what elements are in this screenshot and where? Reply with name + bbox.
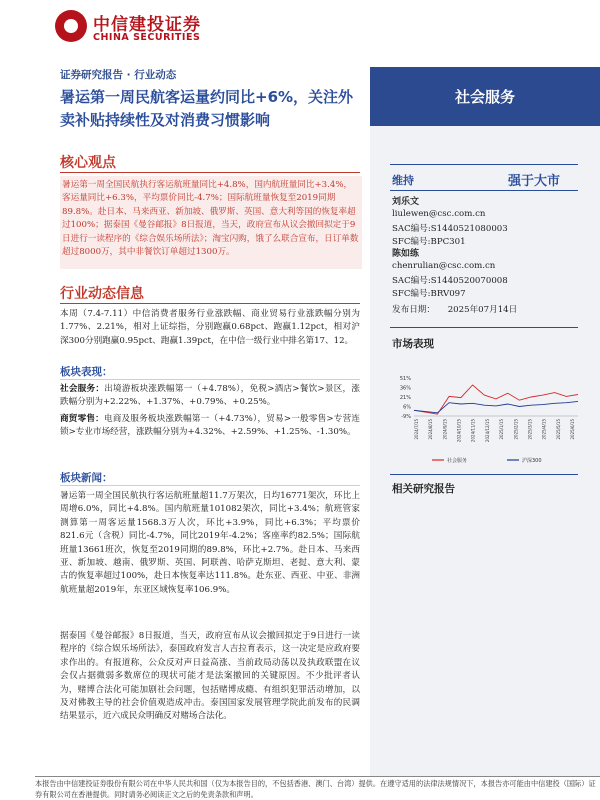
analyst-name: 刘乐文 [392,197,420,207]
series-line [414,401,578,412]
report-type: 证券研究报告 · 行业动态 [60,69,177,81]
publish-date [392,303,517,315]
market-performance-heading: 市场表现 [392,338,434,350]
industry-heading: 行业动态信息 [60,286,144,302]
publish-date-label: 发布日期： [392,305,435,315]
analyst-sac: SAC编号:S1440520070008 [392,276,508,286]
rating-value: 强于大市 [508,174,561,189]
analyst-email[interactable]: liulewen@csc.com.cn [392,209,486,219]
heading-rule [60,303,360,304]
x-tick-label: 2024/10/15 [456,419,462,443]
market-performance-chart [392,370,582,470]
board-performance-heading: 板块表现： [60,366,113,378]
x-tick-label: 2025/1/15 [499,419,505,440]
sidebar-divider [390,474,578,475]
y-tick-label: -9% [401,414,411,420]
social-service-label: 社会服务： [60,384,105,394]
core-view-heading: 核心观点 [60,155,116,171]
logo-english-name: CHINA SECURITIES [93,32,201,43]
y-tick-label: 36% [399,385,411,392]
heading-rule [60,172,360,173]
x-tick-label: 2024/11/15 [470,419,476,443]
legend-label: 社会服务 [447,458,468,464]
retail-text: 电商及服务板块涨跌幅第一（+4.73%），贸易>一般零售>专营连锁>专业市场经营，涨跌幅分别为+4.32%、+2.59%、+1.25%、-1.30%。 [60,414,360,438]
x-tick-label: 2025/3/15 [527,419,533,440]
news-paragraph: 据泰国《曼谷邮报》8日报道，当天，政府宣布从议会撤回拟定于9日进行一读程序的《综合娱乐场所法》，泰国政府发言人吉拉育表示，这一决定是应政府要求作出的。有报道称，公众反对声日益高涨、当前政局动荡以及执政联盟在议会仅占据微弱多数席位的现状可能才是法案撤回的关键原因。不少批评者认为，赌博合法化可能加剧社会问题，包括赌博成瘾、有组织犯罪活动增加，以及对佛教主导的社会价值观造成冲击。泰国国家发展管理学院此前发布的民调结果显示，近六成民众明确反对赌场合法化。 [60,631,360,722]
y-tick-label: 51% [399,376,411,382]
analyst-sfc: SFC编号:BRV097 [392,289,466,299]
industry-text: 本周（7.4-7.11）中信消费者服务行业涨跌幅、商业贸易行业涨跌幅分别为1.77%、2.21%，相对上证综指，分别跑赢0.68pct、跑赢1.12pct，相对沪深300分别跑赢0.95pct、跑赢1.39pct，在中信一级行业中排名第17、12。 [60,309,360,346]
x-tick-label: 2024/9/15 [442,419,448,440]
analyst-sac: SAC编号:S1440521080003 [392,224,508,234]
social-service-text: 出境游板块涨跌幅第一（+4.78%），免税>酒店>餐饮>景区，涨跌幅分别为+2.22%、+1.37%、+0.79%、+0.25%。 [60,384,360,408]
logo-mark-icon [55,10,87,42]
social-service-paragraph [60,383,360,410]
y-tick-label: 21% [399,395,411,401]
subheading-rule [60,379,360,380]
core-view-text: 暑运第一周全国民航执行客运航班量同比+4.8%，国内航班量同比+3.4%，客运量同比+6.3%，平均票价同比-4.7%；国际航班量恢复至2019同期89.8%。赴日本、马来西亚、新加坡、俄罗斯、英国、意大利等国的恢复率超过100%；据泰国《曼谷邮报》8日报道，当天，政府宣布从议会撤回拟定于9日进行一读程序的《综合娱乐场所法》；淘宝闪购，饿了么联合宣布，日订单数超过8000万，其中非餐饮订单超过1300万。 [62,180,359,258]
board-news-heading: 板块新闻： [60,472,113,484]
sidebar-divider [390,190,578,191]
x-tick-label: 2025/6/15 [570,419,575,440]
report-title: 暑运第一周民航客运量约同比+6%，关注外卖补贴持续性及对消费习惯影响 [60,88,354,129]
related-reports-heading: 相关研究报告 [392,483,455,495]
retail-label: 商贸零售： [60,414,104,424]
rating-label: 维持 [392,174,414,187]
disclaimer-footer: 本报告由中信建投证券股份有限公司在中华人民共和国（仅为本报告目的，不包括香港、澳门、台湾）提供。在遵守适用的法律法规情况下，本报告亦可能由中信建投（国际）证券有限公司在香港提供。同时请务必阅读正文之后的免责条款和声明。 [35,779,596,799]
analyst-name: 陈如练 [392,249,420,259]
x-tick-label: 2024/7/15 [414,419,419,440]
x-tick-label: 2024/12/15 [484,419,490,443]
analyst-sfc: SFC编号:BPC301 [392,237,466,247]
sidebar-divider [390,164,578,165]
company-logo [55,10,215,46]
logo-chinese-name: 中信建投证券 [93,15,201,35]
x-tick-label: 2025/4/15 [541,419,547,440]
sector-label: 社会服务 [370,67,600,126]
legend-label: 沪深300 [522,458,542,464]
x-tick-label: 2024/8/15 [428,419,434,440]
subheading-rule [60,485,360,486]
series-line [414,385,578,414]
y-tick-label: 6% [403,404,411,411]
analyst-email[interactable]: chenrulian@csc.com.cn [392,261,496,271]
footer-divider [35,776,600,777]
news-paragraph: 暑运第一周全国民航执行客运航班量超11.7万架次，日均16771架次，环比上周增6.0%，同比+4.8%。国内航班量101082架次，同比+3.4%；航班管家测算第一周客运量1568.3万人次，环比+3.9%，同比+6.3%；平均票价821.6元（含税）同比-4.7%，同比2019年-4.2%；客座率约82.5%；国际航班量13661班次，恢复至2019同期的89.8%，环比+2.7%。赴日本、马来西亚、新加坡、越南、俄罗斯、英国、阿联酋、哈萨克斯坦、老挝、意大利、蒙古的恢复率超过100%，赴日本恢复率达111.8%。赴东亚、西亚、中亚、非洲航班量超2019年，东亚区域恢复率106.9%。 [60,491,360,595]
x-tick-label: 2025/5/15 [555,419,561,440]
publish-date-value: 2025年07月14日 [447,305,518,315]
retail-paragraph [60,413,360,440]
x-tick-label: 2025/2/15 [513,419,519,440]
sidebar-divider [390,327,578,328]
